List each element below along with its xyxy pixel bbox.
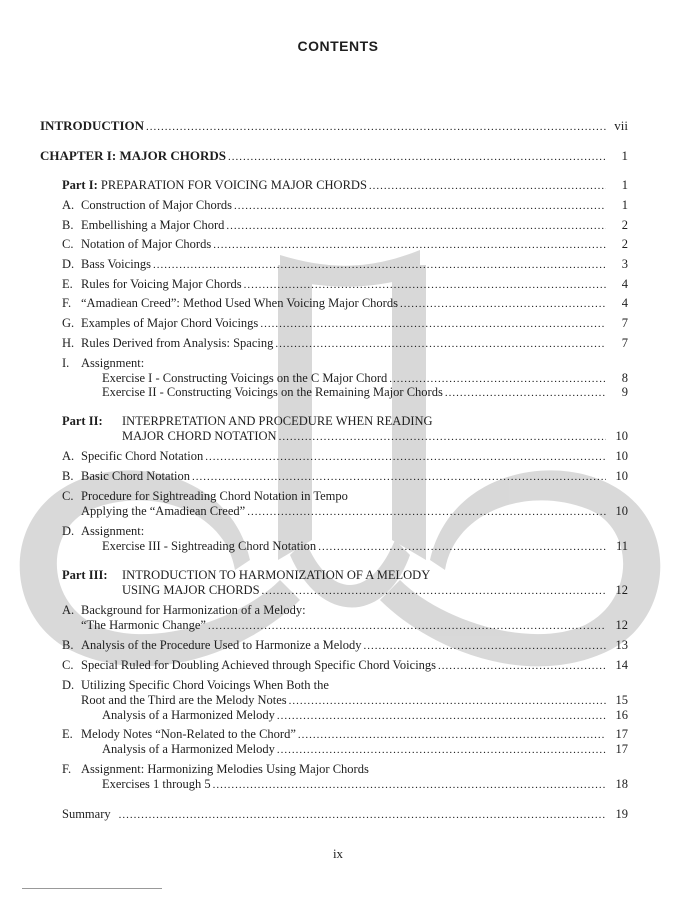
- toc-entry-part3-c[interactable]: [62, 657, 628, 674]
- item-letter: B.: [62, 638, 74, 652]
- dot-leader: [213, 237, 606, 253]
- dot-leader: [192, 469, 606, 485]
- part-label: Part I:: [62, 178, 98, 192]
- toc-page-number: 7: [621, 316, 628, 330]
- toc-entry-part1-f[interactable]: [62, 295, 628, 312]
- dot-leader: [445, 385, 606, 401]
- toc-entry-part-2[interactable]: [122, 428, 628, 445]
- toc-entry-label: Construction of Major Chords: [81, 198, 233, 212]
- toc-entry-part1-d[interactable]: [62, 256, 628, 273]
- toc-page-number: 9: [621, 385, 628, 399]
- item-letter: B.: [62, 469, 74, 483]
- toc-entry-label: Rules Derived from Analysis: Spacing: [81, 336, 274, 350]
- toc-entry-part2-c[interactable]: [81, 503, 628, 520]
- page-title: CONTENTS: [297, 38, 379, 54]
- toc-page-number: 13: [615, 638, 628, 652]
- toc-entry-part1-i: [62, 355, 144, 371]
- toc-entry-label: Specific Chord Notation: [81, 449, 204, 463]
- toc-entry-label: “Amadiean Creed”: Method Used When Voicing Major Chords: [81, 296, 398, 310]
- toc-entry-label: Analysis of a Harmonized Melody: [102, 742, 275, 756]
- toc-page-number: 8: [621, 371, 628, 385]
- toc-page-number: 18: [615, 777, 628, 791]
- toc-entry-part-3[interactable]: [122, 582, 628, 599]
- toc-entry-part2-a[interactable]: [62, 448, 628, 465]
- dot-leader: [119, 807, 606, 823]
- part-label: Part II:: [62, 414, 103, 428]
- toc-page-number: 2: [621, 237, 628, 251]
- toc-entry-label: Exercise II - Constructing Voicings on the Remaining Major Chords: [102, 385, 443, 399]
- toc-entry-label: INTERPRETATION AND PROCEDURE WHEN READING: [122, 414, 433, 428]
- dot-leader: [205, 449, 606, 465]
- toc-page-number: 10: [615, 469, 628, 483]
- item-letter: C.: [62, 658, 74, 672]
- item-letter: A.: [62, 603, 75, 617]
- dot-leader: [146, 119, 606, 135]
- toc-entry-exercise-2[interactable]: [102, 384, 628, 401]
- dot-leader: [438, 658, 606, 674]
- item-letter: F.: [62, 762, 72, 776]
- toc-entry-label: Assignment:: [81, 524, 145, 538]
- toc-page-number: 12: [615, 618, 628, 632]
- dot-leader: [363, 638, 606, 654]
- toc-entry-part-3-heading: [62, 567, 430, 583]
- toc-entry-part3-a-line1: [62, 602, 306, 618]
- toc-entry-part2-c-line1: [62, 488, 348, 504]
- toc-entry-label: Utilizing Specific Chord Voicings When Both the: [81, 678, 329, 692]
- toc-page-number: 10: [615, 449, 628, 463]
- toc-entry-part1-g[interactable]: [62, 315, 628, 332]
- toc-entry-label: Assignment:: [81, 356, 145, 370]
- item-letter: B.: [62, 218, 74, 232]
- toc-entry-part1-c[interactable]: [62, 236, 628, 253]
- toc-entry-label: Rules for Voicing Major Chords: [81, 277, 242, 291]
- dot-leader: [277, 708, 606, 724]
- dot-leader: [153, 257, 606, 273]
- item-letter: A.: [62, 449, 75, 463]
- page-number: ix: [332, 846, 344, 861]
- toc-entry-label: INTRODUCTION TO HARMONIZATION OF A MELODY: [122, 568, 431, 582]
- toc-entry-part-1[interactable]: [62, 177, 628, 194]
- toc-entry-label: Exercise I - Constructing Voicings on the C Major Chord: [102, 371, 388, 385]
- item-letter: D.: [62, 678, 75, 692]
- toc-entry-part2-d: [62, 523, 144, 539]
- toc-entry-part2-b[interactable]: [62, 468, 628, 485]
- toc-entry-label: Melody Notes “Non-Related to the Chord”: [81, 727, 296, 741]
- toc-page-number: 10: [615, 504, 628, 518]
- item-letter: D.: [62, 524, 75, 538]
- item-letter: I.: [62, 356, 70, 370]
- dot-leader: [244, 277, 606, 293]
- toc-entry-part3-d-analysis[interactable]: [102, 707, 628, 724]
- toc-entry-label: Notation of Major Chords: [81, 237, 212, 251]
- toc-entry-label: Examples of Major Chord Voicings: [81, 316, 259, 330]
- dot-leader: [275, 336, 606, 352]
- toc-page-number: 19: [615, 807, 628, 821]
- dot-leader: [226, 218, 606, 234]
- dot-leader: [247, 504, 606, 520]
- item-letter: C.: [62, 489, 74, 503]
- toc-entry-label: Basic Chord Notation: [81, 469, 191, 483]
- toc-page-number: 17: [615, 742, 628, 756]
- toc-page-number: 16: [615, 708, 628, 722]
- toc-page-number: 15: [615, 693, 628, 707]
- toc-entry-part1-h[interactable]: [62, 335, 628, 352]
- dot-leader: [208, 618, 606, 634]
- toc-entry-label: INTRODUCTION: [40, 118, 145, 133]
- toc-entry-label: Exercises 1 through 5: [102, 777, 211, 791]
- toc-entry-part1-a[interactable]: [62, 197, 628, 214]
- item-letter: E.: [62, 727, 73, 741]
- dot-leader: [228, 149, 606, 165]
- toc-entry-introduction[interactable]: [40, 118, 628, 135]
- toc-entry-part3-d-line1: [62, 677, 329, 693]
- toc-entry-summary[interactable]: [62, 806, 628, 823]
- toc-entry-part-2-heading: [62, 413, 433, 429]
- toc-entry-label: PREPARATION FOR VOICING MAJOR CHORDS: [97, 178, 367, 192]
- toc-page-number: 4: [621, 277, 628, 291]
- toc-entry-label: “The Harmonic Change”: [81, 618, 206, 632]
- footer-rule: [22, 888, 162, 889]
- toc-entry-label: Assignment: Harmonizing Melodies Using Major Chords: [81, 762, 369, 776]
- dot-leader: [234, 198, 606, 214]
- toc-page-number: 17: [615, 727, 628, 741]
- dot-leader: [318, 539, 606, 555]
- toc-entry-label: Analysis of the Procedure Used to Harmonize a Melody: [81, 638, 362, 652]
- toc-entry-label: CHAPTER I: MAJOR CHORDS: [40, 148, 226, 163]
- toc-page-number: 11: [615, 539, 628, 553]
- toc-page-number: 2: [621, 218, 628, 232]
- toc-entry-label: Bass Voicings: [81, 257, 152, 271]
- item-letter: A.: [62, 198, 75, 212]
- toc-entry-label: Special Ruled for Doubling Achieved through Specific Chord Voicings: [81, 658, 437, 672]
- dot-leader: [277, 742, 606, 758]
- toc-entry-chapter-1[interactable]: [40, 148, 628, 165]
- toc-page-number: 1: [621, 178, 628, 192]
- toc-entry-exercise-3[interactable]: [102, 538, 628, 555]
- item-letter: D.: [62, 257, 75, 271]
- toc-page-number: 12: [615, 583, 628, 597]
- toc-entry-part3-e-analysis[interactable]: [102, 741, 628, 758]
- dot-leader: [262, 583, 606, 599]
- toc-entry-label: Analysis of a Harmonized Melody: [102, 708, 275, 722]
- dot-leader: [213, 777, 606, 793]
- dot-leader: [400, 296, 606, 312]
- toc-entry-part3-b[interactable]: [62, 637, 628, 654]
- toc-entry-label: Embellishing a Major Chord: [81, 218, 225, 232]
- toc-entry-part3-a[interactable]: [81, 617, 628, 634]
- toc-page-number: vii: [614, 118, 628, 133]
- dot-leader: [279, 429, 606, 445]
- toc-entry-part1-e[interactable]: [62, 276, 628, 293]
- item-letter: E.: [62, 277, 73, 291]
- toc-page-number: 1: [621, 148, 628, 163]
- toc-entry-label: Exercise III - Sightreading Chord Notation: [102, 539, 317, 553]
- toc-entry-label: MAJOR CHORD NOTATION: [122, 429, 277, 443]
- item-letter: C.: [62, 237, 74, 251]
- dot-leader: [260, 316, 606, 332]
- toc-page-number: 7: [621, 336, 628, 350]
- toc-entry-label: Summary: [62, 807, 111, 821]
- toc-page-number: 3: [621, 257, 628, 271]
- toc-entry-label: USING MAJOR CHORDS: [122, 583, 260, 597]
- item-letter: G.: [62, 316, 75, 330]
- toc-page-number: 1: [621, 198, 628, 212]
- dot-leader: [369, 178, 606, 194]
- toc-entry-label: Procedure for Sightreading Chord Notation in Tempo: [81, 489, 348, 503]
- toc-page-number: 4: [621, 296, 628, 310]
- toc-entry-label: Background for Harmonization of a Melody:: [81, 603, 306, 617]
- toc-entry-part1-b[interactable]: [62, 217, 628, 234]
- toc-page-number: 14: [615, 658, 628, 672]
- toc-entry-label: Root and the Third are the Melody Notes: [81, 693, 287, 707]
- item-letter: H.: [62, 336, 75, 350]
- item-letter: F.: [62, 296, 72, 310]
- part-label: Part III:: [62, 568, 108, 582]
- toc-entry-label: Applying the “Amadiean Creed”: [81, 504, 246, 518]
- toc-entry-part3-f-line1: [62, 761, 369, 777]
- toc-entry-part3-f[interactable]: [102, 776, 628, 793]
- toc-page-number: 10: [615, 429, 628, 443]
